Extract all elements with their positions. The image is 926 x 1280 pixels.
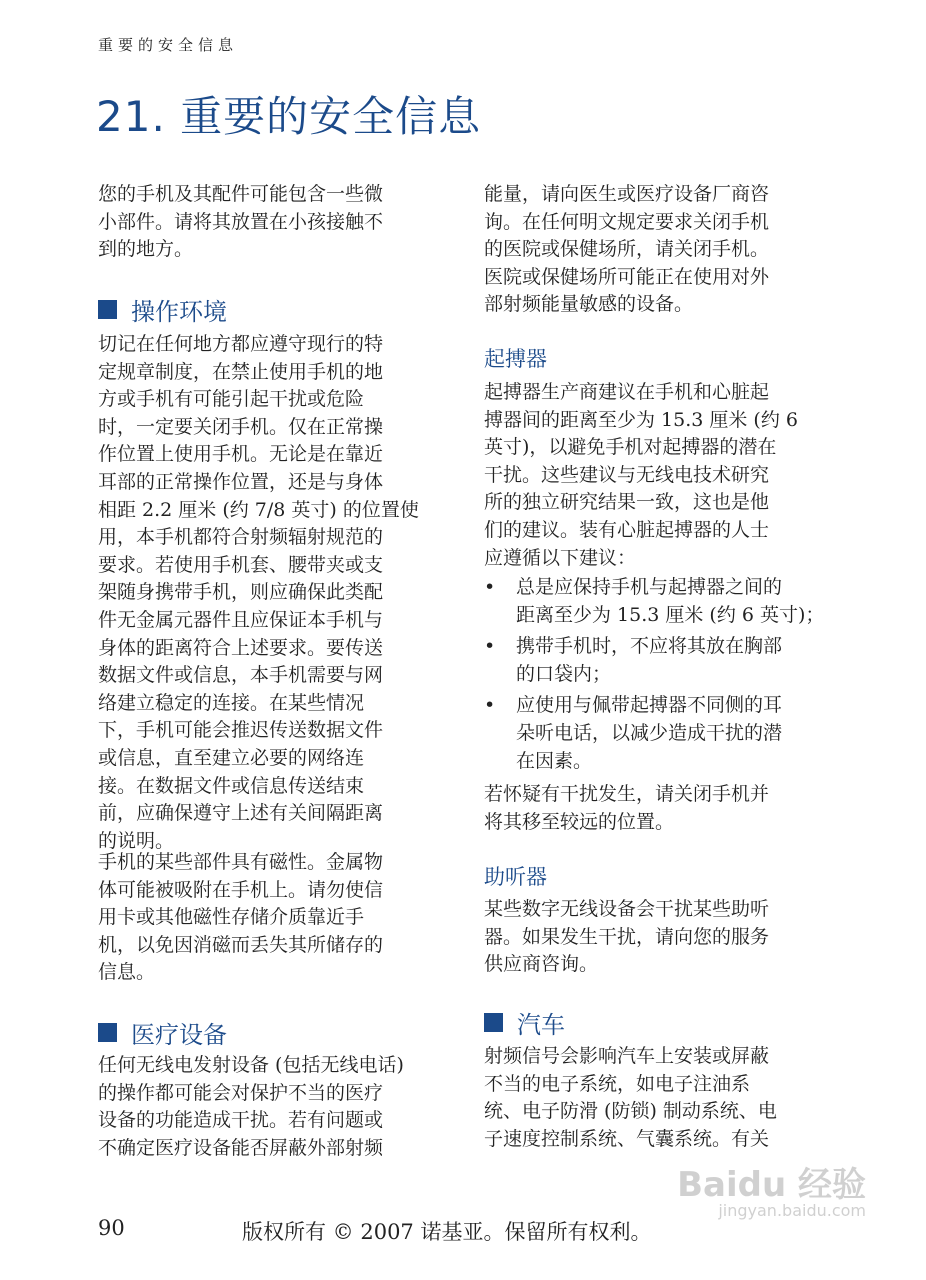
running-header: 重要的安全信息: [98, 36, 239, 54]
text-line: 某些数字无线设备会干扰某些助听: [484, 898, 770, 920]
text-line: 用卡或其他磁性存储介质靠近手: [98, 906, 365, 929]
text-line: 不确定医疗设备能否屏蔽外部射频: [98, 1136, 384, 1159]
text-line: 体可能被吸附在手机上。请勿使信: [98, 878, 384, 901]
text-line: 的操作都可能会对保护不当的医疗: [98, 1081, 384, 1104]
text-line: 时，一定要关闭手机。仅在正常操: [98, 415, 384, 438]
text-line: 在因素。: [516, 749, 593, 772]
text-line: 定规章制度，在禁止使用手机的地: [98, 360, 384, 383]
vehicles-paragraph: [484, 1043, 844, 1153]
list-item: [484, 574, 844, 629]
text-line: 干扰。这些建议与无线电技术研究: [484, 463, 770, 486]
text-line: 应使用与佩带起搏器不同侧的耳: [516, 694, 783, 717]
text-line: 机，以免因消磁而丢失其所储存的: [98, 933, 384, 956]
text-line: 接。在数据文件或信息传送结束: [98, 774, 365, 797]
text-line: 方或手机有可能引起干扰或危险: [98, 388, 365, 411]
heading-text: 医疗设备: [131, 1021, 227, 1049]
text-line: 医院或保健场所可能正在使用对外: [484, 265, 770, 288]
text-line: 朵听电话，以减少造成干扰的潜: [516, 721, 783, 744]
text-line: 耳部的正常操作位置，还是与身体: [98, 470, 384, 493]
text-line: 架随身携带手机，则应确保此类配: [98, 581, 384, 604]
text-line: 起搏器生产商建议在手机和心脏起: [484, 381, 770, 403]
text-line: 不当的电子系统，如电子注油系: [484, 1072, 751, 1095]
baidu-watermark: [677, 1165, 866, 1220]
bullet-icon: •: [484, 694, 496, 717]
magnetism-paragraph: [98, 849, 458, 987]
text-line: 的说明。: [98, 829, 175, 852]
list-item: [484, 692, 844, 775]
bullet-icon: •: [484, 576, 496, 598]
heading-text: 操作环境: [131, 298, 227, 326]
medical-paragraph-continued: [484, 181, 844, 319]
text-line: 供应商咨询。: [484, 953, 599, 976]
pacemaker-paragraph: [484, 379, 844, 572]
text-line: 下，手机可能会推迟传送数据文件: [98, 719, 384, 742]
text-line: 络建立稳定的连接。在某些情况: [98, 691, 365, 714]
text-line: 将其移至较远的位置。: [484, 810, 675, 833]
page-number: 90: [98, 1216, 125, 1240]
text-line: 作位置上使用手机。无论是在靠近: [98, 443, 384, 466]
text-line: 们的建议。装有心脏起搏器的人士: [484, 518, 770, 541]
text-line: 部射频能量敏感的设备。: [484, 293, 694, 316]
text-line: 若怀疑有干扰发生，请关闭手机并: [484, 783, 770, 805]
text-line: 要求。若使用手机套、腰带夹或支: [98, 553, 384, 576]
text-line: 所的独立研究结果一致，这也是他: [484, 491, 770, 514]
intro-paragraph: [98, 181, 458, 264]
text-line: 件无金属元器件且应保证本手机与: [98, 608, 384, 631]
text-line: 设备的功能造成干扰。若有问题或: [98, 1109, 384, 1132]
subheading-hearing-aids: 助听器: [484, 865, 547, 889]
copyright: 版权所有 © 2007 诺基亚。保留所有权利。: [242, 1220, 652, 1244]
list-item: [484, 633, 844, 688]
watermark-logo: Baidu 经验: [677, 1165, 866, 1205]
text-line: 到的地方。: [98, 238, 194, 261]
text-line: 前，应确保遵守上述有关间隔距离: [98, 802, 384, 825]
section-heading-vehicles: [484, 1005, 565, 1040]
medical-paragraph: [98, 1052, 458, 1162]
text-line: 总是应保持手机与起搏器之间的: [516, 576, 783, 598]
text-line: 或信息，直至建立必要的网络连: [98, 746, 365, 769]
pacemaker-bullets: [484, 574, 844, 779]
text-line: 用，本手机都符合射频辐射规范的: [98, 526, 384, 549]
bullet-icon: •: [484, 635, 496, 658]
square-bullet-icon: [98, 1023, 117, 1042]
text-line: 搏器间的距离至少为 15.3 厘米 (约 6: [484, 408, 798, 431]
text-line: 小部件。请将其放置在小孩接触不: [98, 210, 384, 233]
text-line: 手机的某些部件具有磁性。金属物: [98, 851, 384, 873]
text-line: 射频信号会影响汽车上安装或屏蔽: [484, 1045, 770, 1067]
text-line: 数据文件或信息，本手机需要与网: [98, 664, 384, 687]
section-heading-environment: [98, 292, 227, 327]
square-bullet-icon: [98, 300, 117, 319]
text-line: 相距 2.2 厘米 (约 7/8 英寸) 的位置使: [98, 498, 419, 521]
text-line: 英寸)，以避免手机对起搏器的潜在: [484, 436, 777, 459]
text-line: 您的手机及其配件可能包含一些微: [98, 183, 384, 205]
text-line: 器。如果发生干扰，请向您的服务: [484, 925, 770, 948]
section-heading-medical: [98, 1015, 227, 1050]
text-line: 切记在任何地方都应遵守现行的特: [98, 333, 384, 355]
hearing-aids-paragraph: [484, 896, 844, 979]
heading-text: 汽车: [517, 1011, 565, 1039]
text-line: 信息。: [98, 961, 156, 984]
text-line: 应遵循以下建议：: [484, 546, 637, 569]
text-line: 统、电子防滑 (防锁) 制动系统、电: [484, 1100, 777, 1123]
page-title: 21. 重要的安全信息: [96, 92, 482, 141]
text-line: 的医院或保健场所，请关闭手机。: [484, 238, 770, 261]
text-line: 的口袋内；: [516, 662, 612, 685]
watermark-url: jingyan.baidu.com: [718, 1201, 866, 1220]
text-line: 携带手机时，不应将其放在胸部: [516, 635, 783, 658]
text-line: 能量，请向医生或医疗设备厂商咨: [484, 183, 770, 205]
text-line: 身体的距离符合上述要求。要传送: [98, 636, 384, 659]
text-line: 距离至少为 15.3 厘米 (约 6 英寸)；: [516, 603, 825, 626]
text-line: 询。在任何明文规定要求关闭手机: [484, 210, 770, 233]
subheading-pacemaker: 起搏器: [484, 347, 547, 371]
environment-paragraph: [98, 331, 458, 855]
text-line: 子速度控制系统、气囊系统。有关: [484, 1127, 770, 1150]
square-bullet-icon: [484, 1013, 503, 1032]
text-line: 任何无线电发射设备 (包括无线电话): [98, 1054, 404, 1076]
interference-paragraph: [484, 781, 844, 836]
